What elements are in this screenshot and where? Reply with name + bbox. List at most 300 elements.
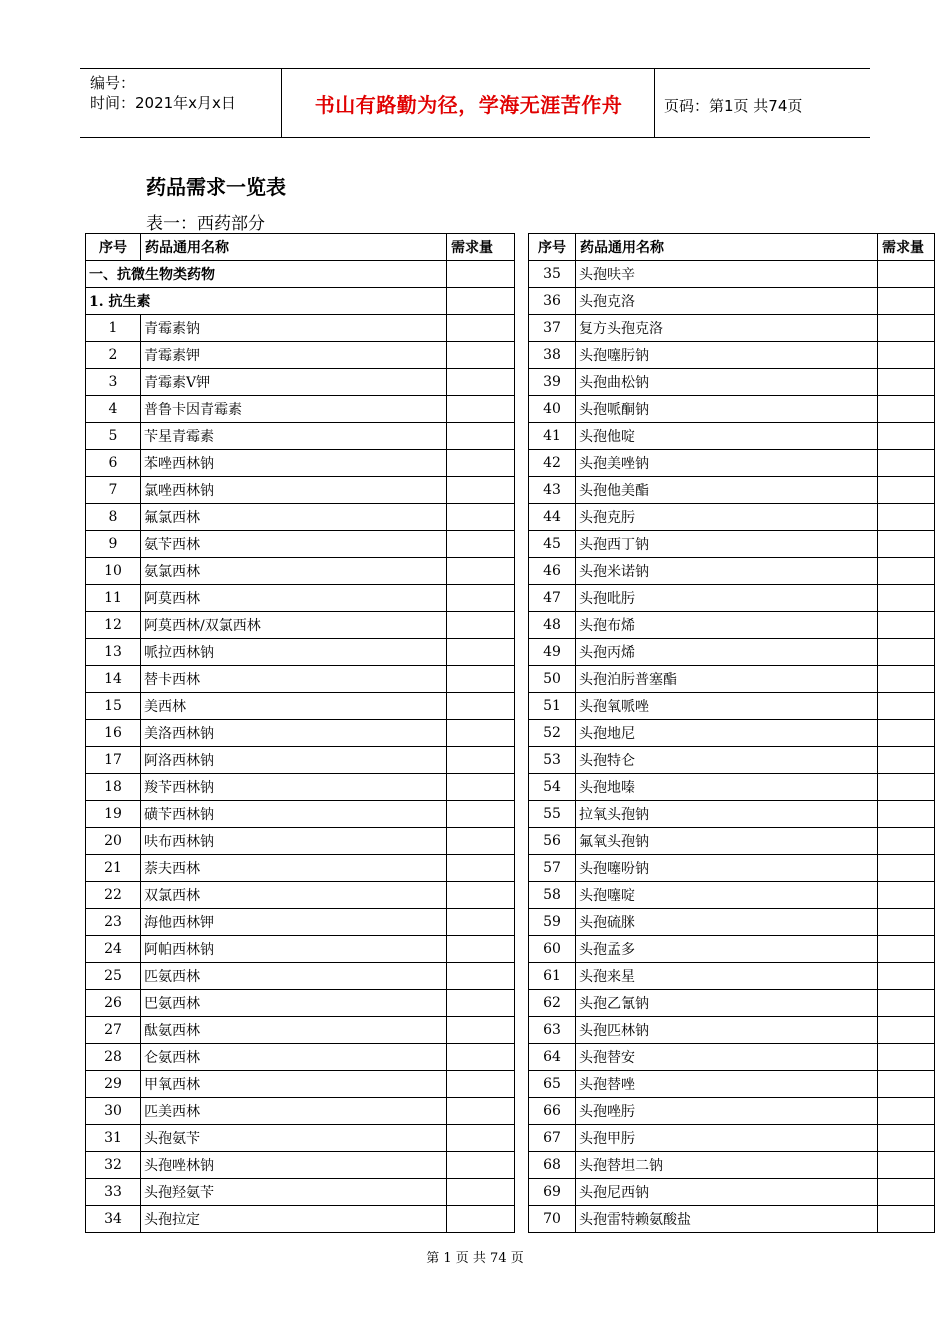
quantity-cell (447, 747, 515, 774)
row-number: 58 (529, 882, 576, 909)
table-row (86, 558, 515, 585)
row-number: 52 (529, 720, 576, 747)
quantity-cell (447, 963, 515, 990)
table-row (529, 855, 935, 882)
table-row (529, 1125, 935, 1152)
drug-name: 氨苄西林 (141, 531, 447, 558)
drug-name: 苯唑西林钠 (141, 450, 447, 477)
row-number: 40 (529, 396, 576, 423)
drug-name: 头孢氨苄 (141, 1125, 447, 1152)
quantity-cell (878, 423, 935, 450)
table-row (86, 909, 515, 936)
row-number: 43 (529, 477, 576, 504)
row-number: 35 (529, 261, 576, 288)
drug-name: 头孢他啶 (576, 423, 878, 450)
quantity-cell (447, 1206, 515, 1233)
drug-name: 青霉素V钾 (141, 369, 447, 396)
quantity-cell (878, 477, 935, 504)
row-number: 17 (86, 747, 141, 774)
table-gap (514, 233, 528, 1227)
table-row (529, 396, 935, 423)
header-motto: 书山有路勤为径，学海无涯苦作舟 (314, 92, 623, 117)
table-row (86, 1152, 515, 1179)
drug-name: 替卡西林 (141, 666, 447, 693)
row-number: 68 (529, 1152, 576, 1179)
row-number: 36 (529, 288, 576, 315)
drug-name: 氟氧头孢钠 (576, 828, 878, 855)
drug-name: 头孢丙烯 (576, 639, 878, 666)
header-page-info: 页码：第1页 共74页 (664, 97, 803, 115)
quantity-cell (878, 936, 935, 963)
row-number: 9 (86, 531, 141, 558)
row-number: 25 (86, 963, 141, 990)
table-row (529, 369, 935, 396)
table-row (86, 369, 515, 396)
drug-name: 甲氧西林 (141, 1071, 447, 1098)
table-header-row (86, 234, 515, 261)
row-number: 49 (529, 639, 576, 666)
drug-name: 头孢哌酮钠 (576, 396, 878, 423)
drug-name: 头孢特仑 (576, 747, 878, 774)
quantity-cell (878, 666, 935, 693)
drug-name: 氨氯西林 (141, 558, 447, 585)
drug-name: 青霉素钠 (141, 315, 447, 342)
row-number: 60 (529, 936, 576, 963)
drug-name: 匹美西林 (141, 1098, 447, 1125)
drug-name: 头孢曲松钠 (576, 369, 878, 396)
quantity-cell (878, 693, 935, 720)
table-row (529, 1098, 935, 1125)
drug-table-left (85, 233, 515, 1233)
table-row (86, 1071, 515, 1098)
quantity-cell (447, 1152, 515, 1179)
table-row (529, 963, 935, 990)
quantity-cell (447, 1125, 515, 1152)
table-row (529, 450, 935, 477)
drug-name: 萘夫西林 (141, 855, 447, 882)
quantity-cell (878, 909, 935, 936)
quantity-cell (447, 585, 515, 612)
table-row (529, 477, 935, 504)
drug-name: 头孢来星 (576, 963, 878, 990)
table-row (86, 936, 515, 963)
row-number: 57 (529, 855, 576, 882)
drug-name: 阿帕西林钠 (141, 936, 447, 963)
row-number: 47 (529, 585, 576, 612)
drug-name: 头孢噻吩钠 (576, 855, 878, 882)
table-row (529, 882, 935, 909)
quantity-cell (878, 531, 935, 558)
quantity-cell (878, 504, 935, 531)
row-number: 61 (529, 963, 576, 990)
page-title: 药品需求一览表 (146, 175, 286, 199)
quantity-cell (878, 1044, 935, 1071)
quantity-cell (447, 1017, 515, 1044)
table-row (529, 1044, 935, 1071)
row-number: 33 (86, 1179, 141, 1206)
row-number: 56 (529, 828, 576, 855)
quantity-cell (878, 963, 935, 990)
table-row (529, 1152, 935, 1179)
row-number: 28 (86, 1044, 141, 1071)
quantity-cell (878, 558, 935, 585)
table-row (529, 990, 935, 1017)
header-meta (90, 73, 236, 113)
quantity-cell (447, 828, 515, 855)
row-number: 8 (86, 504, 141, 531)
drug-name: 拉氧头孢钠 (576, 801, 878, 828)
drug-name: 酞氨西林 (141, 1017, 447, 1044)
page-subtitle: 表一：西药部分 (146, 214, 265, 234)
table-row (86, 504, 515, 531)
table-row (86, 639, 515, 666)
table-row (529, 936, 935, 963)
quantity-cell (447, 612, 515, 639)
row-number: 23 (86, 909, 141, 936)
row-number: 59 (529, 909, 576, 936)
drug-name: 头孢吡肟 (576, 585, 878, 612)
table-row (529, 288, 935, 315)
quantity-cell (447, 855, 515, 882)
drug-name: 青霉素钾 (141, 342, 447, 369)
row-number: 14 (86, 666, 141, 693)
drug-name: 头孢替坦二钠 (576, 1152, 878, 1179)
drug-name: 头孢美唑钠 (576, 450, 878, 477)
table-row (86, 666, 515, 693)
quantity-cell (878, 1179, 935, 1206)
table-row (86, 1179, 515, 1206)
row-number: 63 (529, 1017, 576, 1044)
table-row (86, 774, 515, 801)
quantity-cell (878, 1071, 935, 1098)
row-number: 1 (86, 315, 141, 342)
drug-name: 头孢甲肟 (576, 1125, 878, 1152)
drug-name: 氯唑西林钠 (141, 477, 447, 504)
table-row (86, 342, 515, 369)
row-number: 54 (529, 774, 576, 801)
quantity-cell (878, 1206, 935, 1233)
table-row (86, 801, 515, 828)
table-row (529, 666, 935, 693)
table-row (529, 342, 935, 369)
row-number: 65 (529, 1071, 576, 1098)
quantity-cell (447, 369, 515, 396)
drug-name: 头孢尼西钠 (576, 1179, 878, 1206)
quantity-cell (878, 612, 935, 639)
drug-name: 头孢噻肟钠 (576, 342, 878, 369)
quantity-cell (878, 1098, 935, 1125)
row-number: 20 (86, 828, 141, 855)
table-row (86, 585, 515, 612)
quantity-cell (447, 423, 515, 450)
table-header-row (529, 234, 935, 261)
quantity-cell (447, 288, 515, 315)
quantity-cell (878, 585, 935, 612)
row-number: 13 (86, 639, 141, 666)
drug-name: 头孢布烯 (576, 612, 878, 639)
row-number: 39 (529, 369, 576, 396)
drug-name: 仑氨西林 (141, 1044, 447, 1071)
table-row (86, 882, 515, 909)
quantity-cell (878, 1017, 935, 1044)
header-qty: 需求量 (878, 234, 935, 261)
row-number: 16 (86, 720, 141, 747)
row-number: 15 (86, 693, 141, 720)
table-row (86, 450, 515, 477)
quantity-cell (447, 936, 515, 963)
row-number: 37 (529, 315, 576, 342)
row-number: 70 (529, 1206, 576, 1233)
row-number: 19 (86, 801, 141, 828)
table-row (529, 1179, 935, 1206)
row-number: 64 (529, 1044, 576, 1071)
drug-name: 巴氨西林 (141, 990, 447, 1017)
quantity-cell (447, 261, 515, 288)
row-number: 21 (86, 855, 141, 882)
drug-name: 头孢西丁钠 (576, 531, 878, 558)
row-number: 2 (86, 342, 141, 369)
row-number: 66 (529, 1098, 576, 1125)
drug-name: 头孢呋辛 (576, 261, 878, 288)
quantity-cell (447, 666, 515, 693)
quantity-cell (878, 450, 935, 477)
drug-name: 头孢地尼 (576, 720, 878, 747)
table-row (86, 990, 515, 1017)
drug-name: 头孢唑林钠 (141, 1152, 447, 1179)
drug-name: 头孢噻啶 (576, 882, 878, 909)
quantity-cell (878, 261, 935, 288)
section-heading: 一、抗微生物类药物 (86, 261, 447, 288)
row-number: 22 (86, 882, 141, 909)
table-row (529, 801, 935, 828)
drug-name: 头孢泊肟普塞酯 (576, 666, 878, 693)
quantity-cell (447, 693, 515, 720)
table-row (529, 1071, 935, 1098)
quantity-cell (447, 450, 515, 477)
table-row (529, 720, 935, 747)
row-number: 4 (86, 396, 141, 423)
quantity-cell (878, 774, 935, 801)
header-name: 药品通用名称 (141, 234, 447, 261)
table-row (529, 909, 935, 936)
quantity-cell (878, 720, 935, 747)
row-number: 31 (86, 1125, 141, 1152)
row-number: 32 (86, 1152, 141, 1179)
table-row (529, 423, 935, 450)
row-number: 29 (86, 1071, 141, 1098)
header-divider (654, 69, 655, 137)
table-row (529, 558, 935, 585)
table-row (86, 423, 515, 450)
quantity-cell (878, 639, 935, 666)
row-number: 5 (86, 423, 141, 450)
time-label: 时间：2021年x月x日 (90, 94, 236, 112)
drug-name: 美西林 (141, 693, 447, 720)
table-row (86, 720, 515, 747)
quantity-cell (878, 828, 935, 855)
quantity-cell (447, 1179, 515, 1206)
row-number: 6 (86, 450, 141, 477)
table-row (86, 612, 515, 639)
drug-name: 头孢替唑 (576, 1071, 878, 1098)
row-number: 62 (529, 990, 576, 1017)
quantity-cell (447, 1098, 515, 1125)
quantity-cell (447, 990, 515, 1017)
drug-name: 头孢唑肟 (576, 1098, 878, 1125)
drug-name: 头孢克肟 (576, 504, 878, 531)
drug-name: 海他西林钾 (141, 909, 447, 936)
quantity-cell (447, 396, 515, 423)
drug-name: 苄星青霉素 (141, 423, 447, 450)
drug-name: 哌拉西林钠 (141, 639, 447, 666)
table-row (529, 261, 935, 288)
header-name: 药品通用名称 (576, 234, 878, 261)
drug-name: 匹氨西林 (141, 963, 447, 990)
table-row (86, 1125, 515, 1152)
drug-name: 头孢他美酯 (576, 477, 878, 504)
page-footer: 第 1 页 共 74 页 (426, 1251, 524, 1266)
header-qty: 需求量 (447, 234, 515, 261)
drug-name: 头孢硫脒 (576, 909, 878, 936)
section-heading: 1. 抗生素 (86, 288, 447, 315)
row-number: 51 (529, 693, 576, 720)
quantity-cell (447, 774, 515, 801)
quantity-cell (447, 882, 515, 909)
row-number: 50 (529, 666, 576, 693)
drug-name: 头孢克洛 (576, 288, 878, 315)
row-number: 67 (529, 1125, 576, 1152)
drug-name: 头孢替安 (576, 1044, 878, 1071)
table-row (86, 1206, 515, 1233)
table-row (86, 855, 515, 882)
table-row (529, 1206, 935, 1233)
drug-name: 普鲁卡因青霉素 (141, 396, 447, 423)
header-no: 序号 (529, 234, 576, 261)
header-no: 序号 (86, 234, 141, 261)
quantity-cell (878, 1152, 935, 1179)
drug-name: 头孢地嗪 (576, 774, 878, 801)
row-number: 41 (529, 423, 576, 450)
drug-name: 呋布西林钠 (141, 828, 447, 855)
quantity-cell (447, 504, 515, 531)
drug-name: 复方头孢克洛 (576, 315, 878, 342)
table-row (529, 315, 935, 342)
row-number: 45 (529, 531, 576, 558)
serial-label: 编号： (90, 74, 136, 92)
table-row (529, 747, 935, 774)
drug-name: 头孢羟氨苄 (141, 1179, 447, 1206)
drug-name: 阿莫西林/双氯西林 (141, 612, 447, 639)
row-number: 12 (86, 612, 141, 639)
table-row (529, 531, 935, 558)
quantity-cell (447, 531, 515, 558)
quantity-cell (878, 396, 935, 423)
row-number: 38 (529, 342, 576, 369)
row-number: 26 (86, 990, 141, 1017)
row-number: 48 (529, 612, 576, 639)
table-row (529, 504, 935, 531)
row-number: 10 (86, 558, 141, 585)
quantity-cell (878, 855, 935, 882)
quantity-cell (447, 720, 515, 747)
table-row (86, 747, 515, 774)
table-row (86, 1098, 515, 1125)
drug-name: 头孢米诺钠 (576, 558, 878, 585)
table-row (529, 774, 935, 801)
quantity-cell (878, 369, 935, 396)
row-number: 3 (86, 369, 141, 396)
table-row (86, 963, 515, 990)
document-header (80, 68, 870, 138)
table-row (529, 612, 935, 639)
quantity-cell (447, 639, 515, 666)
quantity-cell (878, 801, 935, 828)
row-number: 69 (529, 1179, 576, 1206)
table-row (86, 1044, 515, 1071)
quantity-cell (447, 315, 515, 342)
row-number: 53 (529, 747, 576, 774)
row-number: 27 (86, 1017, 141, 1044)
table-row (529, 639, 935, 666)
row-number: 44 (529, 504, 576, 531)
table-row (86, 531, 515, 558)
row-number: 30 (86, 1098, 141, 1125)
quantity-cell (878, 315, 935, 342)
drug-name: 头孢乙氰钠 (576, 990, 878, 1017)
table-row (529, 585, 935, 612)
drug-name: 头孢孟多 (576, 936, 878, 963)
quantity-cell (878, 342, 935, 369)
drug-name: 氟氯西林 (141, 504, 447, 531)
quantity-cell (447, 477, 515, 504)
row-number: 55 (529, 801, 576, 828)
table-row (529, 693, 935, 720)
quantity-cell (878, 1125, 935, 1152)
table-row (529, 1017, 935, 1044)
quantity-cell (447, 342, 515, 369)
row-number: 18 (86, 774, 141, 801)
table-row (86, 315, 515, 342)
quantity-cell (447, 558, 515, 585)
drug-name: 磺苄西林钠 (141, 801, 447, 828)
table-row (86, 477, 515, 504)
row-number: 11 (86, 585, 141, 612)
quantity-cell (447, 801, 515, 828)
row-number: 7 (86, 477, 141, 504)
drug-name: 双氯西林 (141, 882, 447, 909)
quantity-cell (447, 1071, 515, 1098)
table-row (86, 828, 515, 855)
quantity-cell (878, 990, 935, 1017)
drug-name: 头孢雷特赖氨酸盐 (576, 1206, 878, 1233)
drug-name: 头孢匹林钠 (576, 1017, 878, 1044)
quantity-cell (878, 747, 935, 774)
table-row (86, 396, 515, 423)
row-number: 42 (529, 450, 576, 477)
table-row (86, 693, 515, 720)
table-row (86, 1017, 515, 1044)
drug-table-right (528, 233, 935, 1233)
quantity-cell (878, 882, 935, 909)
quantity-cell (447, 1044, 515, 1071)
drug-name: 头孢拉定 (141, 1206, 447, 1233)
drug-name: 羧苄西林钠 (141, 774, 447, 801)
quantity-cell (447, 909, 515, 936)
table-row (86, 261, 515, 288)
row-number: 24 (86, 936, 141, 963)
quantity-cell (878, 288, 935, 315)
row-number: 46 (529, 558, 576, 585)
